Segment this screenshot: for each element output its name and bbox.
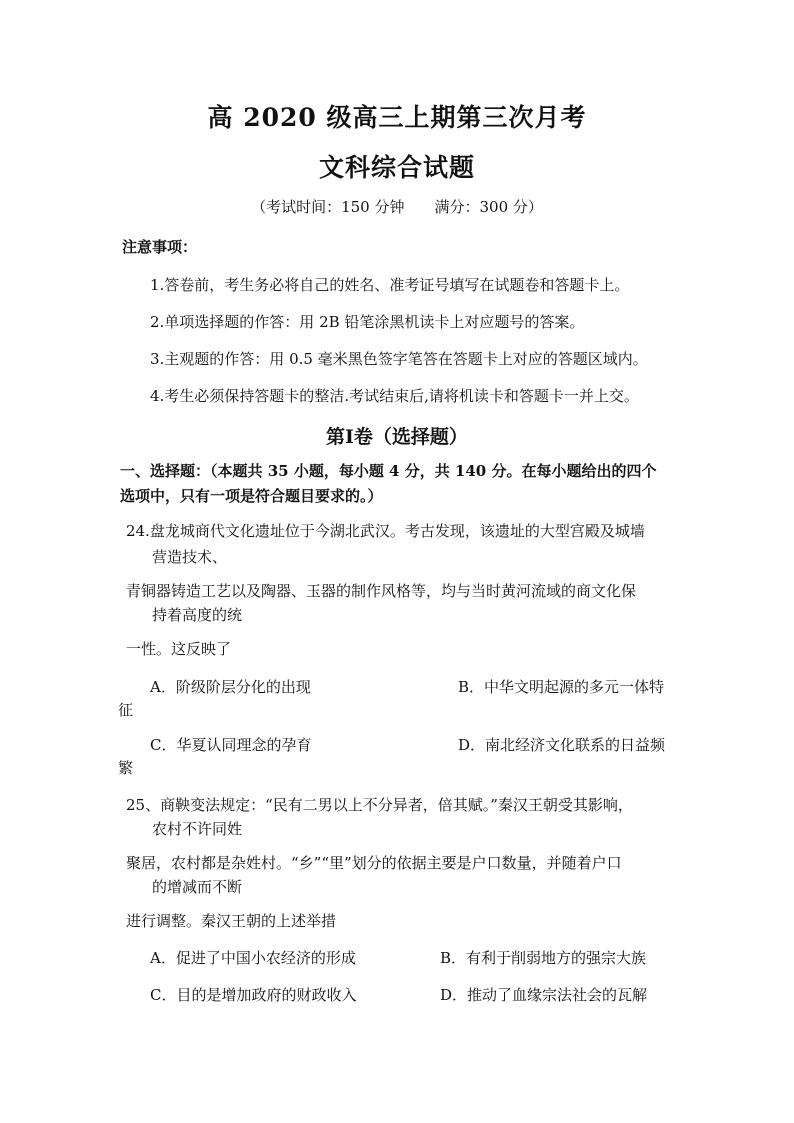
option-wrap: 征: [118, 701, 134, 719]
option-c: C．华夏认同理念的孕育: [150, 736, 312, 754]
exam-title: 高 2020 级高三上期第三次月考: [207, 103, 587, 132]
section-title: 第Ⅰ卷（选择题）: [326, 426, 468, 448]
option-a: A．阶级阶层分化的出现: [150, 678, 311, 696]
exam-info: （考试时间：150 分钟 满分：300 分）: [251, 198, 543, 216]
question-text: 进行调整。秦汉王朝的上述举措: [126, 912, 337, 930]
question-text: 24.盘龙城商代文化遗址位于今湖北武汉。考古发现，该遗址的大型宫殿及城墙: [126, 522, 645, 540]
option-d: D．南北经济文化联系的日益频: [458, 736, 666, 754]
question-text: 25、商鞅变法规定：“民有二男以上不分异者，倍其赋。”秦汉王朝受其影响，: [126, 796, 633, 814]
question-text: 一性。这反映了: [126, 640, 232, 658]
question-text: 农村不许同姓: [152, 820, 243, 838]
option-c: C．目的是增加政府的财政收入: [150, 986, 357, 1004]
question-text: 聚居，农村都是杂姓村。“乡”“里”划分的依据主要是户口数量，并随着户口: [126, 854, 622, 872]
question-text: 营造技术、: [152, 548, 228, 566]
section-instruction: 选项中，只有一项是符合题目要求的。）: [120, 487, 383, 505]
option-d: D．推动了血缘宗法社会的瓦解: [440, 986, 648, 1004]
option-wrap: 繁: [118, 759, 134, 777]
note-item: 2.单项选择题的作答：用 2B 铅笔涂黑机读卡上对应题号的答案。: [150, 313, 585, 331]
notes-heading: 注意事项：: [122, 238, 198, 256]
note-item: 4.考生必须保持答题卡的整洁.考试结束后,请将机读卡和答题卡一并上交。: [150, 387, 639, 405]
question-text: 持着高度的统: [152, 606, 243, 624]
question-text: 的增减而不断: [152, 878, 243, 896]
section-instruction: 一、选择题：（本题共 35 小题，每小题 4 分，共 140 分。在每小题给出的四个: [120, 462, 657, 480]
option-a: A．促进了中国小农经济的形成: [150, 949, 356, 967]
option-b: B．中华文明起源的多元一体特: [458, 678, 665, 696]
question-text: 青铜器铸造工艺以及陶器、玉器的制作风格等，均与当时黄河流域的商文化保: [126, 582, 637, 600]
option-b: B．有利于削弱地方的强宗大族: [440, 949, 647, 967]
note-item: 3.主观题的作答：用 0.5 毫米黑色签字笔答在答题卡上对应的答题区域内。: [150, 350, 648, 368]
note-item: 1.答卷前，考生务必将自己的姓名、准考证号填写在试题卷和答题卡上。: [150, 276, 630, 294]
exam-subtitle: 文科综合试题: [318, 153, 475, 182]
